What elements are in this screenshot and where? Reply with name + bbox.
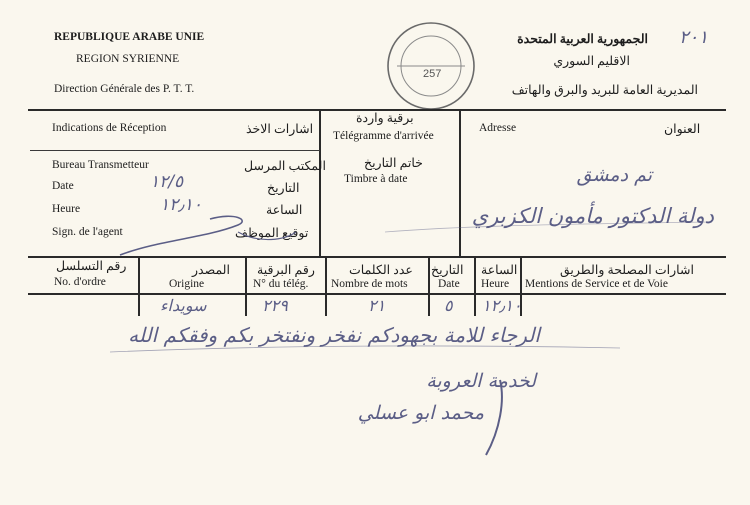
direction-fr: Direction Générale des P. T. T.: [54, 83, 195, 95]
message-signature: محمد ابو عسلي: [357, 402, 484, 424]
field-agent-fr: Sign. de l'agent: [52, 226, 123, 238]
col-date-ar: التاريخ: [431, 263, 464, 277]
col-order-ar: رقم التسلسل: [56, 259, 127, 273]
arrival-title-fr: Télégramme d'arrivée: [333, 130, 434, 142]
field-hour-fr: Heure: [52, 203, 81, 215]
address-label-ar: العنوان: [664, 122, 701, 136]
col-order-fr: No. d'ordre: [54, 276, 106, 288]
col-telegno-fr: N° du télég.: [253, 278, 309, 290]
handwritten-address-line1: تم دمشق: [576, 164, 652, 186]
col-origin-fr: Origine: [169, 278, 205, 290]
col-telegno-ar: رقم البرقية: [257, 263, 315, 277]
row-date: ٥: [444, 296, 453, 315]
agent-signature-flourish: [238, 232, 296, 240]
arrival-title-ar: برقية واردة: [356, 111, 414, 125]
address-underline: [385, 222, 712, 232]
message-line2: لخدمة العروبة: [426, 370, 536, 392]
handwritten-reception-hour: ١٢٫١٠: [160, 195, 203, 215]
row-hour: ١٢٫١٠: [482, 296, 522, 315]
agent-signature-scribble: [120, 216, 242, 255]
handwritten-address-line2: دولة الدكتور مأمون الكزبري: [471, 204, 714, 228]
field-date-fr: Date: [52, 180, 74, 192]
message-line1-underline: [110, 346, 620, 352]
col-hour-ar: الساعة: [481, 263, 518, 277]
field-agent-ar: توقيع الموظف: [235, 226, 309, 240]
stamp-title-ar: خاتم التاريخ: [364, 156, 423, 170]
republic-ar: الجمهورية العربية المتحدة: [517, 32, 648, 46]
col-hour-fr: Heure: [481, 278, 510, 290]
region-ar: الاقليم السوري: [553, 54, 630, 68]
region-fr: REGION SYRIENNE: [76, 53, 180, 65]
handwritten-reception-date: ١٢/٥: [150, 172, 184, 192]
reception-title-ar: اشارات الاخذ: [246, 122, 314, 136]
republic-fr: REPUBLIQUE ARABE UNIE: [54, 31, 205, 43]
row-origin: سويداء: [160, 296, 207, 315]
field-bureau-fr: Bureau Transmetteur: [52, 159, 149, 171]
col-words-ar: عدد الكلمات: [349, 263, 413, 277]
postmark-number: 257: [423, 68, 442, 80]
field-date-ar: التاريخ: [267, 181, 300, 195]
address-label-fr: Adresse: [479, 122, 517, 134]
direction-ar: المديرية العامة للبريد والبرق والهاتف: [511, 83, 698, 97]
col-service-ar: اشارات المصلحة والطريق: [560, 263, 694, 277]
row-word-count: ٢١: [368, 296, 386, 315]
col-date-fr: Date: [438, 278, 460, 290]
stamp-title-fr: Timbre à date: [344, 173, 408, 185]
reception-title-fr: Indications de Réception: [52, 122, 167, 134]
col-service-fr: Mentions de Service et de Voie: [525, 278, 668, 290]
col-words-fr: Nombre de mots: [331, 278, 408, 290]
message-line1: الرجاء للامة بجهودكم نفخر ونفتخر بكم وفقكم الله: [128, 323, 540, 347]
field-hour-ar: الساعة: [266, 203, 303, 217]
serial-handwritten: ٢٠١: [678, 27, 708, 48]
signature-slash: [486, 380, 502, 455]
field-bureau-ar: المكتب المرسل: [244, 159, 326, 173]
row-telegram-no: ٢٢٩: [262, 296, 288, 315]
col-origin-ar: المصدر: [192, 263, 230, 277]
